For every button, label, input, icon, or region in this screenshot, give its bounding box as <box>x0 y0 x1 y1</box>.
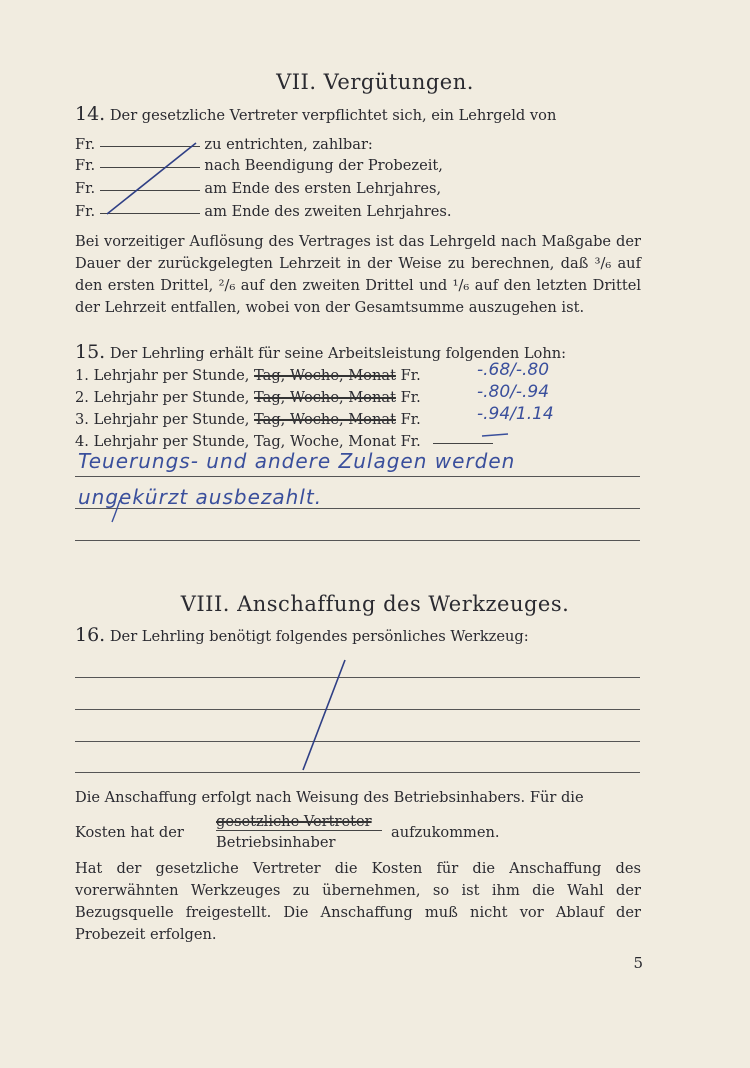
fr-label: Fr. <box>400 433 421 450</box>
costs-choice: Betriebsinhaber <box>216 834 336 851</box>
handwritten-note-line-1: Teuerungs- und andere Zulagen werden <box>78 449 516 473</box>
fr-line-text: zu entrichten, zahlbar: <box>204 136 373 153</box>
fr-line-text: nach Beendigung der Probezeit, <box>204 157 443 174</box>
handwritten-wage-1: -.68/-.80 <box>477 360 550 380</box>
fr-line-text: am Ende des zweiten Lehrjahres. <box>204 203 452 220</box>
struck-options: Tag, Woche, Monat <box>254 389 396 406</box>
clause-14-text: Der gesetzliche Vertreter verpflichtet sich, ein Lehrgeld von <box>109 107 557 124</box>
fr-label: Fr. <box>400 411 421 428</box>
struck-options: Tag, Woche, Monat <box>254 411 396 428</box>
clause-16-text: Der Lehrling benötigt folgendes persönliches Werkzeug: <box>109 628 529 645</box>
anschaffung-line: Die Anschaffung erfolgt nach Weisung des Betriebsinhabers. Für die <box>75 789 584 806</box>
fr-label: Fr. <box>400 389 421 406</box>
fr-label: Fr. <box>75 136 96 153</box>
fr-label: Fr. <box>75 157 96 174</box>
handwritten-wage-2: -.80/-.94 <box>477 382 550 402</box>
cancel-slash-fr-lines <box>107 143 196 214</box>
fr-line-text: am Ende des ersten Lehrjahres, <box>204 180 442 197</box>
wage-4-dash <box>482 434 508 436</box>
handwritten-note-line-2: ungekürzt ausbezahlt. <box>78 485 323 509</box>
fr-label: Fr. <box>400 367 421 384</box>
section-8-heading: VIII. Anschaffung des Werkzeuges. <box>180 592 570 616</box>
cancel-slash-werkzeug <box>303 660 345 770</box>
clause-15-text: Der Lehrling erhält für seine Arbeitsleistung folgenden Lohn: <box>109 345 567 362</box>
wage-year-label: 3. Lehrjahr per Stunde, <box>75 411 250 428</box>
period-options: Tag, Woche, Monat <box>254 433 396 450</box>
handwritten-wage-3: -.94/1.14 <box>477 404 554 424</box>
fr-label: Fr. <box>75 203 96 220</box>
wage-year-label: 1. Lehrjahr per Stunde, <box>75 367 250 384</box>
note-flourish <box>112 500 120 522</box>
wage-year-label: 4. Lehrjahr per Stunde, <box>75 433 250 450</box>
costs-suffix: aufzukommen. <box>391 824 500 841</box>
clause-16-number: 16. <box>75 624 106 646</box>
struck-option: gesetzliche Vertreter <box>216 813 372 830</box>
clause-15-number: 15. <box>75 341 106 363</box>
struck-options: Tag, Woche, Monat <box>254 367 396 384</box>
costs-prefix: Kosten hat der <box>75 824 184 841</box>
wage-year-label: 2. Lehrjahr per Stunde, <box>75 389 250 406</box>
section-7-heading: VII. Vergütungen. <box>276 70 474 94</box>
fr-label: Fr. <box>75 180 96 197</box>
page-number: 5 <box>633 954 643 972</box>
werkzeug-paragraph: Hat der gesetzliche Vertreter die Kosten für die Anschaffung des vorerwähnten Werkzeuges zu übernehmen, so ist ihm die Wahl der Bezugsquelle freigestellt. Die Anschaffung muß nicht vor Ablauf der Probezeit erfolgen. <box>75 860 641 943</box>
clause-14-number: 14. <box>75 103 106 125</box>
lehrgeld-paragraph: Bei vorzeitiger Auflösung des Vertrages ist das Lehrgeld nach Maßgabe der Dauer der zurückgelegten Lehrzeit in der Weise zu berechnen, daß ³/₆ auf den ersten Drittel, ²/₆ auf den zweiten Drittel und ¹/₆ auf den letzten Drittel der Lehrzeit entfallen, wobei von der Gesamtsumme auszugehen ist. <box>75 233 641 316</box>
